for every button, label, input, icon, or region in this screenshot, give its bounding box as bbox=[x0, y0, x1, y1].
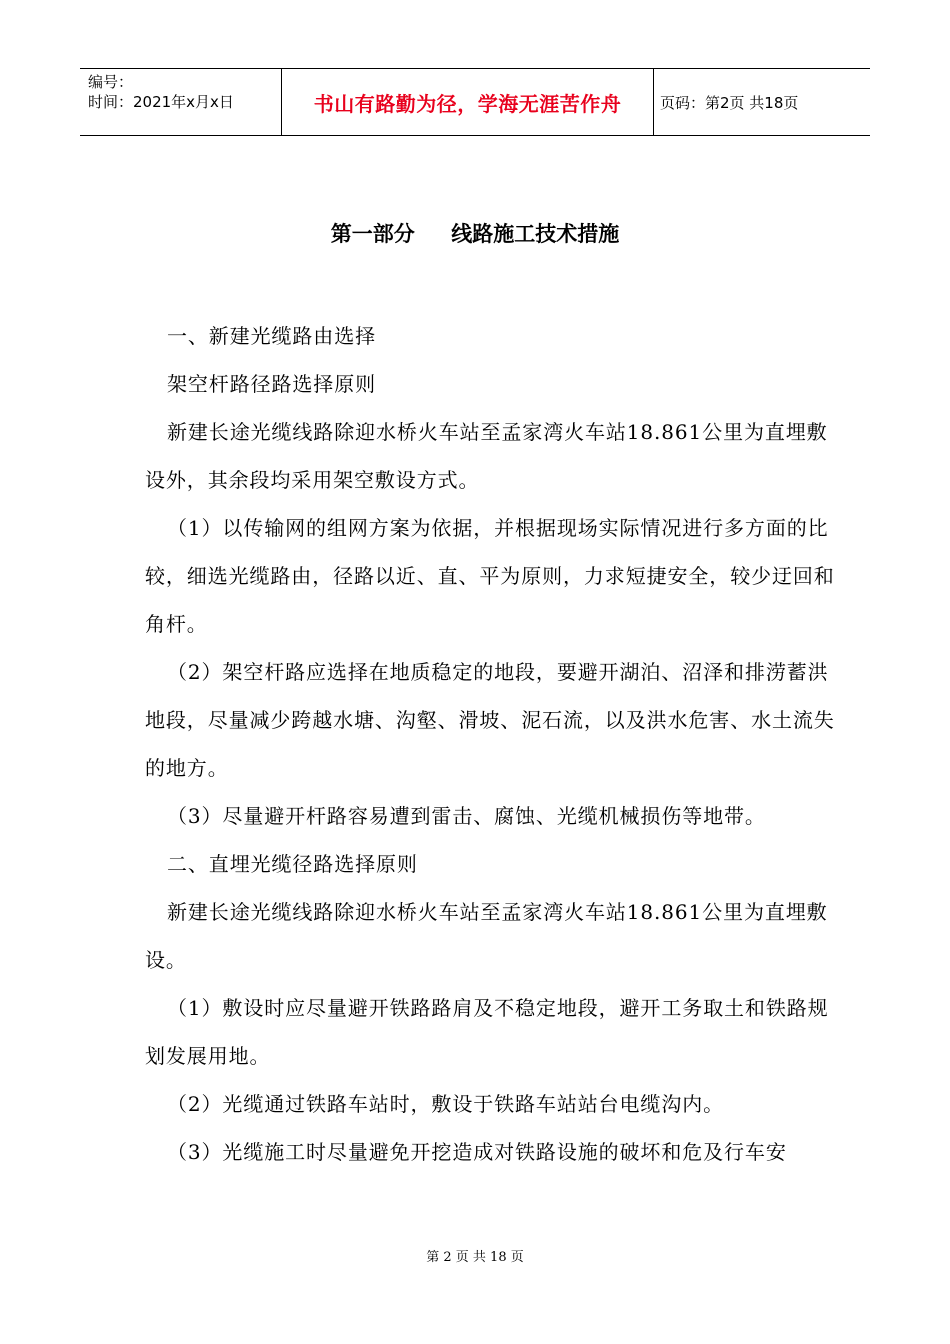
heading-buried-principles: 二、直埋光缆径路选择原则 bbox=[167, 852, 418, 876]
paragraph-buried-item-2: （2）光缆通过铁路车站时，敷设于铁路车站站台电缆沟内。 bbox=[167, 1092, 725, 1116]
document-number-label: 编号： bbox=[88, 73, 134, 91]
heading-route-selection: 一、新建光缆路由选择 bbox=[167, 324, 376, 348]
header-meta bbox=[80, 69, 282, 135]
paragraph-aerial-item-1: （1）以传输网的组网方案为依据，并根据现场实际情况进行多方面的比较，细选光缆路由，径路以近、直、平为原则，力求短捷安全，较少迂回和角杆。 bbox=[145, 516, 835, 636]
paragraph-buried-item-1: （1）敷设时应尽量避开铁路路肩及不稳定地段，避开工务取土和铁路规划发展用地。 bbox=[145, 996, 829, 1068]
page-header bbox=[80, 68, 870, 136]
document-time-label: 时间：2021年x月x日 bbox=[88, 93, 234, 111]
document-body bbox=[145, 312, 835, 1176]
page-footer: 第 2 页 共 18 页 bbox=[426, 1250, 524, 1265]
paragraph-buried-item-3: （3）光缆施工时尽量避免开挖造成对铁路设施的破坏和危及行车安 bbox=[167, 1140, 787, 1164]
paragraph-buried-intro: 新建长途光缆线路除迎水桥火车站至孟家湾火车站18.861公里为直埋敷设。 bbox=[145, 900, 828, 972]
paragraph-aerial-intro: 新建长途光缆线路除迎水桥火车站至孟家湾火车站18.861公里为直埋敷设外，其余段均采用架空敷设方式。 bbox=[145, 420, 828, 492]
section-title: 第一部分 线路施工技术措施 bbox=[330, 222, 620, 246]
paragraph-aerial-item-2: （2）架空杆路应选择在地质稳定的地段，要避开湖泊、沼泽和排涝蓄洪地段，尽量减少跨越水塘、沟壑、滑坡、泥石流，以及洪水危害、水土流失的地方。 bbox=[145, 660, 835, 780]
subheading-aerial-principles: 架空杆路径路选择原则 bbox=[167, 372, 376, 396]
header-page-info: 页码：第2页 共18页 bbox=[660, 93, 799, 112]
header-motto: 书山有路勤为径，学海无涯苦作舟 bbox=[282, 69, 654, 135]
paragraph-aerial-item-3: （3）尽量避开杆路容易遭到雷击、腐蚀、光缆机械损伤等地带。 bbox=[167, 804, 766, 828]
